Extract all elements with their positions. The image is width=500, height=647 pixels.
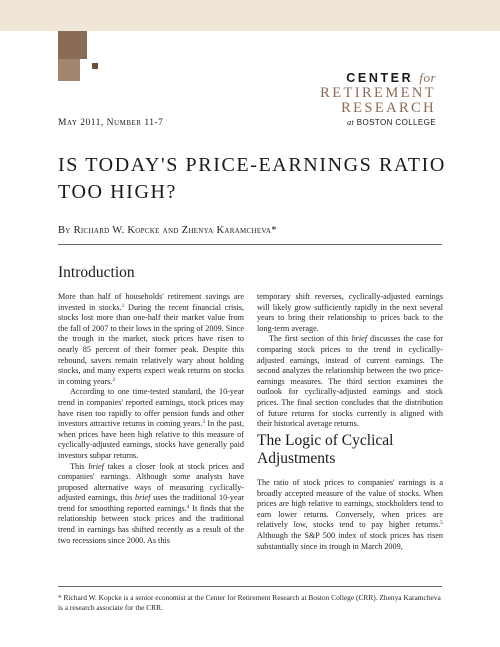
brief-title: IS TODAY'S PRICE-EARNINGS RATIO TOO HIGH? [58,154,446,203]
authors-line: By Richard W. Kopcke and Zhenya Karamcheva* [58,225,277,236]
right-paragraph-2: The first section of this brief discusses the case for comparing stock prices to the trend in cyclically-adjusted earnings, instead of current earnings. The second analyzes the relationship between the two price-earnings measures. The third section examines the outlook for cyclically-adjusted earnings and stock prices. The final section concludes that the distribution of future returns for stocks currently is aligned with their historical average returns. [257,334,443,429]
issue-number: May 2011, Number 11-7 [58,118,164,128]
crr-logo [320,70,436,127]
divider-footnote [58,586,442,587]
right-column-top [257,292,443,430]
crr-boston-college-text: BOSTON COLLEGE [356,118,436,127]
left-paragraph-3: This brief takes a closer look at stock prices and companies' earnings. Although some analysts have proposed alternative ways of measuring cyclically-adjusted earnings, this brief uses the traditional 10-year trend for smoothing reported earnings.$^4$ It finds that the relationship between stock prices and the traditional trend in earnings has shifted recently as a result of the two recessions since 2000. As this [58,461,245,545]
top-color-band [0,0,500,31]
left-paragraph-2: According to one time-tested standard, the 10-year trend in companies' reported earnings, stock prices may have risen too rapidly to offer pension funds and other investors attractive returns in coming years.$^3$ In the past, when prices have been high relative to this measure of cyclically-adjusted earnings, stocks have generally paid investors subpar returns. [58,387,244,460]
right-paragraph-3: The ratio of stock prices to companies' earnings is a broadly accepted measure of the value of stocks. When prices are high relative to earnings, stockholders tend to earn lower returns. Conversely, when prices are relatively low, stocks tend to pay higher returns.$^5$ Although the S&P 500 index of stock prices has risen substantially since its trough in March 2009, [257,478,443,551]
logo-square-small [58,59,80,81]
crr-at-text: at [347,118,355,127]
left-column [58,292,244,546]
heading-logic-cyclical: The Logic of Cyclical Adjustments [257,432,394,467]
divider-top [58,244,442,245]
crr-for-text: for [419,70,436,85]
author-footnote: * Richard W. Kopcke is a senior economist at the Center for Retirement Research at Boston College (CRR). Zhenya Karamcheva is a research associate for the CRR. [58,593,441,612]
logo-square-large [58,31,87,59]
crr-center-text: CENTER [346,71,414,85]
right-column-bottom [257,478,443,552]
left-paragraph-1: More than half of households' retirement savings are invested in stocks.$^1$ During the recent financial crisis, stocks lost more than one-half their market value from the fall of 2007 to their lows in the spring of 2009. Since the trough in the market, stock prices have risen to nearly 85 percent of their former peak. Despite this rebound, savers remain relatively wary about holding stocks, and many experts expect weak returns on stocks in coming years.$^2$ [58,292,244,386]
crr-logo-line4 [320,118,436,127]
crr-logo-line1 [320,70,436,86]
right-paragraph-1: temporary shift reverses, cyclically-adjusted earnings will likely grow sufficiently rapidly in the next several years to bring their relationship to prices back to the long-term average. [257,292,443,333]
heading-introduction: Introduction [58,264,135,281]
logo-square-tiny [92,63,98,69]
crr-retirement-text: RETIREMENT [320,85,436,101]
crr-research-text: RESEARCH [341,100,436,116]
